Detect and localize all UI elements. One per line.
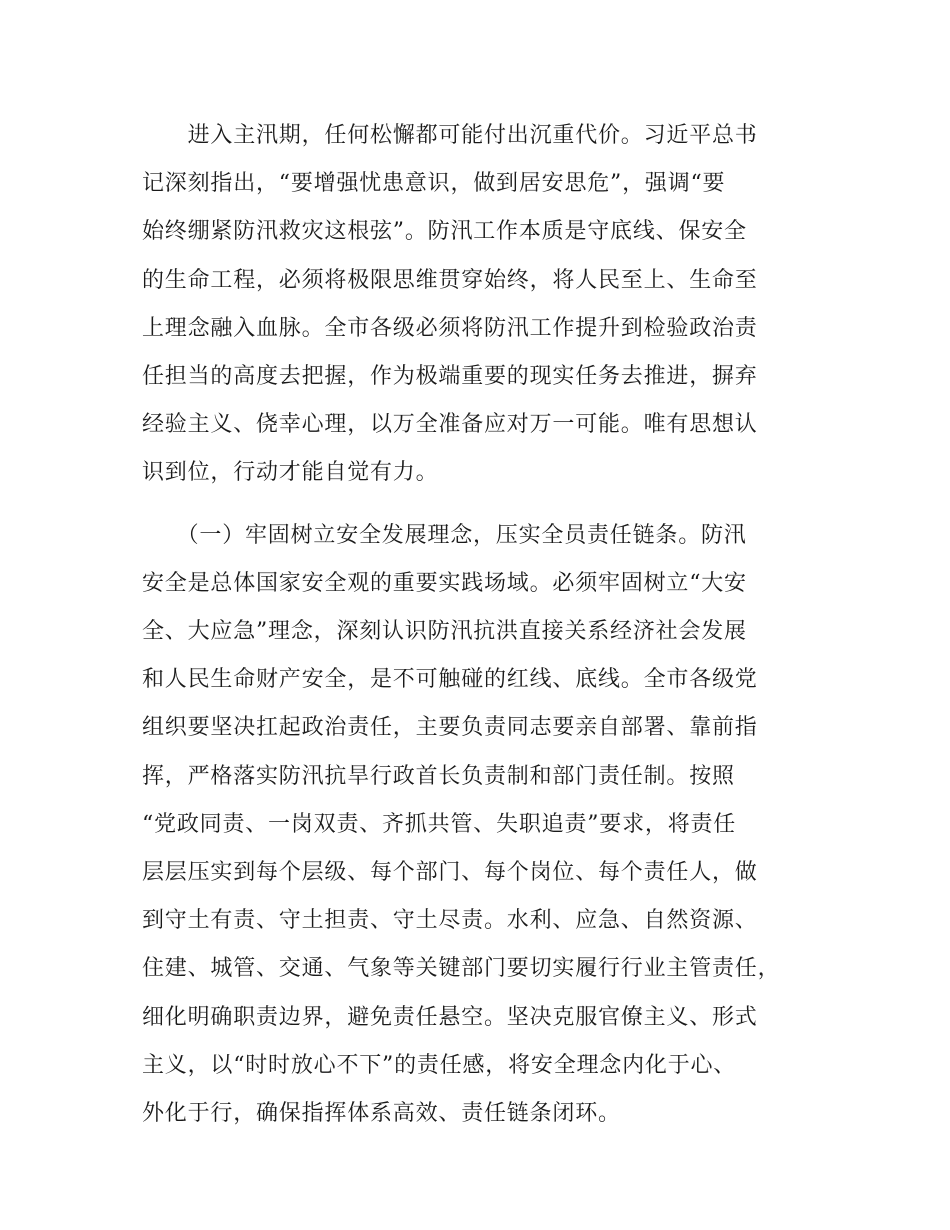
text-line: 外化于行，确保指挥体系高效、责任链条闭环。	[142, 1101, 621, 1127]
text-line: 安全是总体国家安全观的重要实践场域。必须牢固树立“大安	[142, 570, 747, 596]
text-line: 到守土有责、守土担责、守土尽责。水利、应急、自然资源、	[142, 908, 758, 934]
text-line: 细化明确职责边界，避免责任悬空。坚决克服官僚主义、形式	[142, 1004, 758, 1030]
paragraph-intro	[142, 112, 827, 498]
text-line: 组织要坚决扛起政治责任，主要负责同志要亲自部署、靠前指	[142, 715, 758, 741]
text-line: 主义，以“时时放心不下”的责任感，将安全理念内化于心、	[142, 1052, 737, 1078]
text-line: 和人民生命财产安全，是不可触碰的红线、底线。全市各级党	[142, 667, 758, 693]
text-line: 层层压实到每个层级、每个部门、每个岗位、每个责任人，做	[142, 860, 758, 886]
text-line: 上理念融入血脉。全市各级必须将防汛工作提升到检验政治责	[142, 315, 758, 341]
text-line: 经验主义、侥幸心理，以万全准备应对万一可能。唯有思想认	[142, 412, 758, 438]
text-line: （一）牢固树立安全发展理念，压实全员责任链条。防汛	[142, 522, 747, 548]
text-line: 任担当的高度去把握，作为极端重要的现实任务去推进，摒弃	[142, 364, 758, 390]
paragraph-section-one	[142, 512, 827, 1139]
text-line: 住建、城管、交通、气象等关键部门要切实履行行业主管责任，	[142, 956, 781, 982]
text-line: 进入主汛期，任何松懈都可能付出沉重代价。习近平总书	[142, 123, 758, 148]
text-line: 始终绷紧防汛救灾这根弦”。防汛工作本质是守底线、保安全	[142, 219, 747, 245]
text-line: 的生命工程，必须将极限思维贯穿始终，将人民至上、生命至	[142, 267, 758, 293]
text-line: “党政同责、一岗双责、齐抓共管、失职追责”要求，将责任	[142, 811, 737, 837]
text-line: 全、大应急”理念，深刻认识防汛抗洪直接关系经济社会发展	[142, 619, 747, 645]
document-body	[142, 112, 827, 1138]
text-line: 识到位，行动才能自觉有力。	[142, 460, 439, 486]
text-line: 挥，严格落实防汛抗旱行政首长负责制和部门责任制。按照	[142, 763, 735, 789]
text-line: 记深刻指出，“要增强忧患意识，做到居安思危”，强调“要	[142, 171, 726, 197]
